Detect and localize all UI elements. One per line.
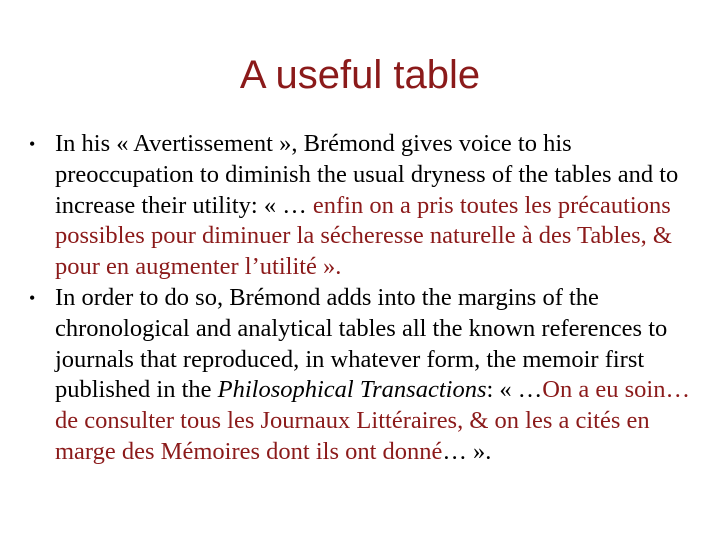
bullet-icon: • bbox=[29, 134, 36, 154]
bullet-text-trail: … ». bbox=[442, 437, 492, 465]
slide-title: A useful table bbox=[239, 53, 481, 97]
bullet-icon: • bbox=[29, 287, 36, 308]
french-quote: enfin on a pris toutes les précautions possibles pour diminuer la sécheresse naturelle à des Tables, & pour en augmenter l’utilité ». bbox=[55, 191, 672, 281]
bullet-text-lead: In his « Avertissement », Brémond gives voice to his preoccupation to diminish the usual dryness of the tables and to increase their utility: « … bbox=[55, 130, 679, 219]
bullet-item bbox=[20, 129, 700, 283]
journal-title: Philosophical Transactions bbox=[217, 376, 487, 404]
bullet-text-mid: : « … bbox=[486, 376, 543, 404]
bullet-item bbox=[20, 283, 700, 468]
bullet-list bbox=[20, 129, 700, 468]
bullet-text-lead: In order to do so, Brémond adds into the margins of the chronological and analytical tables all the known references to journals that reproduced, in whatever form, the memoir first published in the bbox=[55, 283, 668, 404]
french-quote: On a eu soin…de consulter tous les Journaux Littéraires, & on les a cités en marge des Mémoires dont ils ont donné bbox=[55, 376, 690, 465]
